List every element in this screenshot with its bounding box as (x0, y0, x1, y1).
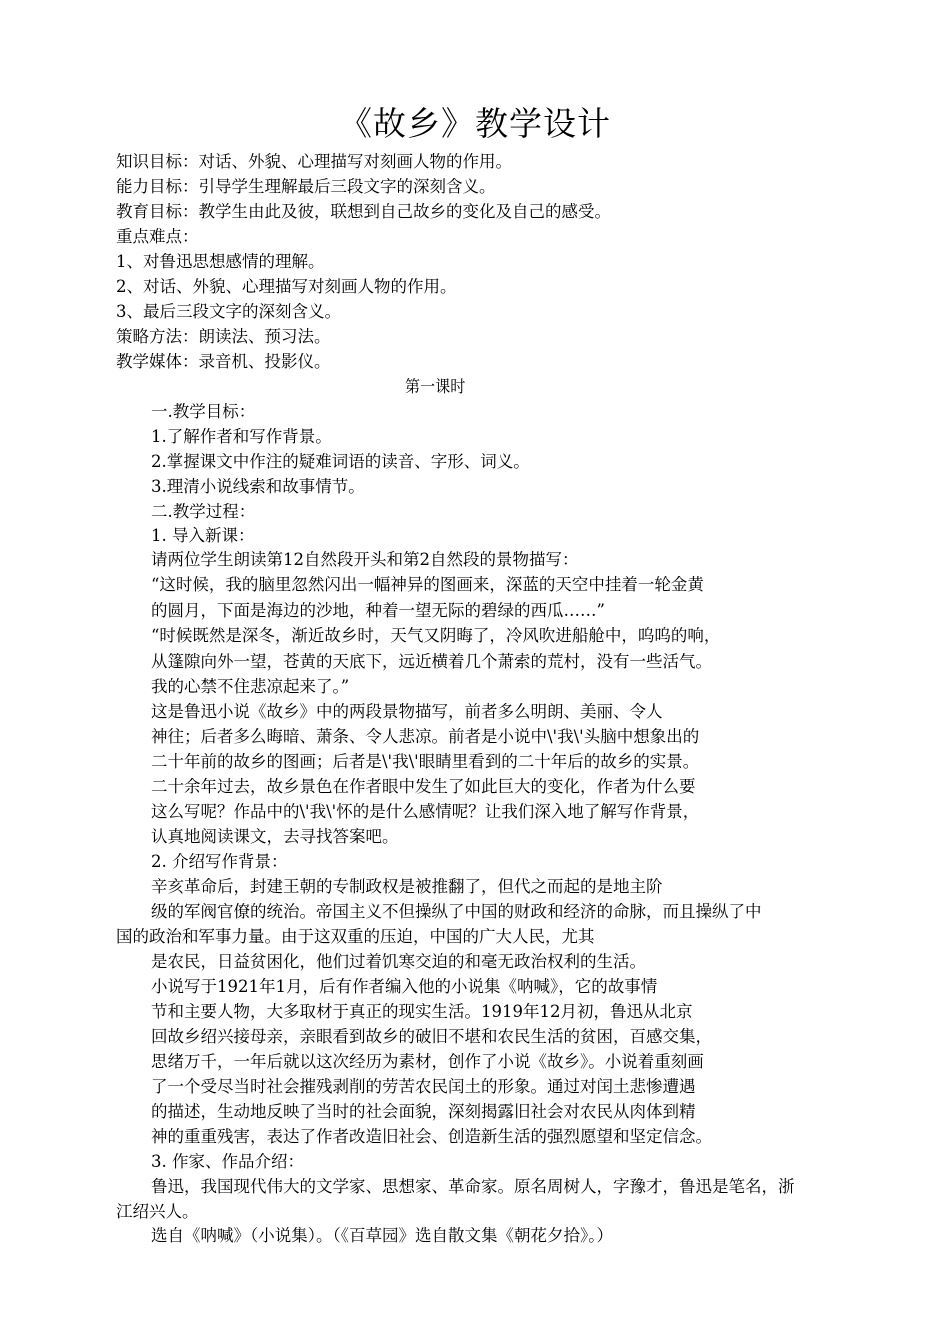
body-line: 从篷隙向外一望，苍黄的天底下，远近横着几个萧索的荒村，没有一些活气。 (151, 652, 712, 671)
body-line: 一.教学目标： (151, 402, 256, 421)
body-line: 这么写呢？作品中的\'我\'怀的是什么感情呢？让我们深入地了解写作背景， (151, 802, 700, 821)
body-line: 二.教学过程： (151, 502, 256, 521)
strategy-method: 策略方法：朗读法、预习法。 (116, 327, 331, 346)
education-goal: 教育目标：教学生由此及彼，联想到自己故乡的变化及自己的感受。 (116, 202, 611, 221)
body-line: 级的军阀官僚的统治。帝国主义不但操纵了中国的财政和经济的命脉，而且操纵了中 (151, 902, 762, 921)
body-line: 国的政治和军事力量。由于这双重的压迫，中国的广大人民，尤其 (116, 927, 595, 946)
body-line: 这是鲁迅小说《故乡》中的两段景物描写，前者多么明朗、美丽、令人 (151, 702, 663, 721)
body-line: 3. 作家、作品介绍： (151, 1152, 304, 1171)
body-line: 辛亥革命后，封建王朝的专制政权是被推翻了，但代之而起的是地主阶 (151, 877, 663, 896)
body-line: “这时候，我的脑里忽然闪出一幅神异的图画来，深蓝的天空中挂着一轮金黄 (151, 575, 704, 594)
body-line: 二十余年过去，故乡景色在作者眼中发生了如此巨大的变化，作者为什么要 (151, 777, 696, 796)
key-point-1: 1、对鲁迅思想感情的理解。 (116, 252, 325, 271)
body-line: 1. 导入新课： (151, 526, 255, 545)
body-line: 3.理清小说线索和故事情节。 (151, 477, 365, 496)
knowledge-goal: 知识目标：对话、外貌、心理描写对刻画人物的作用。 (116, 152, 512, 171)
key-point-3: 3、最后三段文字的深刻含义。 (116, 302, 341, 321)
body-line: 神的重重残害，表达了作者改造旧社会、创造新生活的强烈愿望和坚定信念。 (151, 1127, 712, 1146)
body-line: 的圆月，下面是海边的沙地，种着一望无际的碧绿的西瓜……” (151, 601, 605, 620)
body-line: 认真地阅读课文，去寻找答案吧。 (151, 827, 399, 846)
body-line: 我的心禁不住悲凉起来了。” (151, 677, 350, 696)
document-title: 《故乡》教学设计 (339, 104, 611, 143)
body-line: 回故乡绍兴接母亲，亲眼看到故乡的破旧不堪和农民生活的贫困，百感交集， (151, 1027, 712, 1046)
body-line: “时候既然是深冬，渐近故乡时，天气又阴晦了，冷风吹进船舱中，呜呜的响， (151, 626, 721, 645)
body-line: 了一个受尽当时社会摧残剥削的劳苦农民闰土的形象。通过对闰土悲惨遭遇 (151, 1077, 696, 1096)
key-point-2: 2、对话、外貌、心理描写对刻画人物的作用。 (116, 277, 457, 296)
body-line: 江绍兴人。 (116, 1202, 199, 1221)
body-line: 1.了解作者和写作背景。 (151, 427, 332, 446)
lesson-title: 第一课时 (404, 377, 466, 396)
body-line: 鲁迅，我国现代伟大的文学家、思想家、革命家。原名周树人，字豫才，鲁迅是笔名，浙 (151, 1177, 795, 1196)
teaching-media: 教学媒体：录音机、投影仪。 (116, 352, 331, 371)
body-line: 选自《呐喊》（小说集）。（《百草园》选自散文集《朝花夕拾》。） (151, 1226, 613, 1245)
body-line: 是农民，日益贫困化，他们过着饥寒交迫的和毫无政治权利的生活。 (151, 952, 646, 971)
key-points-heading: 重点难点： (116, 227, 199, 246)
body-line: 神往；后者多么晦暗、萧条、令人悲凉。前者是小说中\'我\'头脑中想象出的 (151, 727, 700, 746)
body-line: 2. 介绍写作背景： (151, 852, 288, 871)
body-line: 小说写于1921年1月，后有作者编入他的小说集《呐喊》，它的故事情 (151, 977, 658, 996)
body-line: 的描述，生动地反映了当时的社会面貌，深刻揭露旧社会对农民从肉体到精 (151, 1102, 696, 1121)
body-line: 2.掌握课文中作注的疑难词语的读音、字形、词义。 (151, 452, 530, 471)
body-line: 节和主要人物，大多取材于真正的现实生活。1919年12月初，鲁迅从北京 (151, 1002, 693, 1021)
ability-goal: 能力目标：引导学生理解最后三段文字的深刻含义。 (116, 177, 496, 196)
body-line: 二十年前的故乡的图画；后者是\'我\'眼睛里看到的二十年后的故乡的实景。 (151, 752, 700, 771)
body-line: 请两位学生朗读第12自然段开头和第2自然段的景物描写： (151, 550, 579, 569)
body-line: 思绪万千，一年后就以这次经历为素材，创作了小说《故乡》。小说着重刻画 (151, 1052, 704, 1071)
